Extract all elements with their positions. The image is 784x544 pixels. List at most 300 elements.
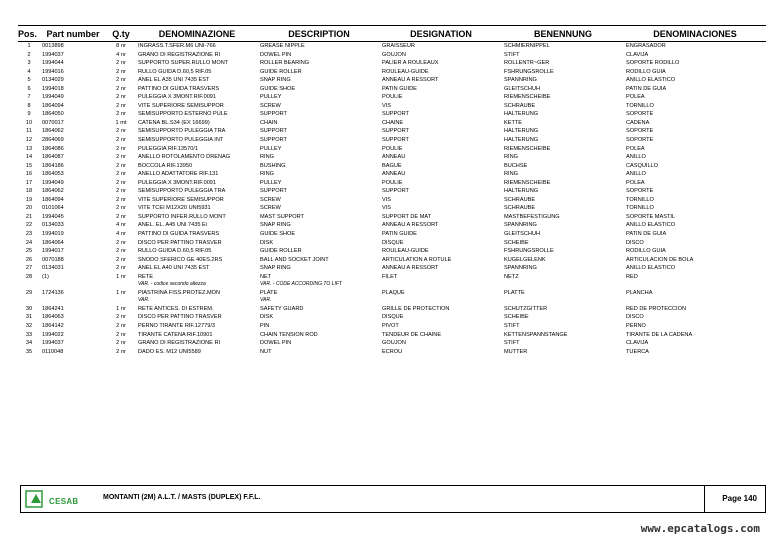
row-denominaciones: CADENA (626, 119, 650, 126)
row-benennung: STIFT (504, 51, 520, 58)
row-part-number: 1994045 (42, 213, 64, 220)
row-description: GUIDE SHOE (260, 231, 296, 238)
row-part-number: 1994019 (42, 231, 64, 238)
row-description: DISK (260, 239, 274, 246)
row-description: SNAP RING (260, 77, 291, 84)
row-denominazione: GRANO DI REGISTRAZIONE RI (138, 340, 221, 347)
row-part-number (40, 281, 106, 289)
row-denominazione: VAR. (138, 297, 150, 304)
table-row (18, 348, 766, 357)
row-pos: 22 (25, 222, 33, 229)
row-description: PLATE (260, 289, 278, 296)
table-row (18, 247, 766, 256)
row-denominazione: RETE (138, 273, 153, 280)
row-denominaciones: SOPORTE RODILLO (626, 60, 680, 67)
row-qty (106, 297, 136, 305)
row-designation: PATIN GUIDE (382, 85, 417, 92)
table-row (18, 179, 766, 188)
row-benennung: GLEITSCHUH (504, 85, 541, 92)
row-description: GUIDE ROLLER (260, 68, 302, 75)
row-description: NET (260, 273, 272, 280)
row-pos (18, 297, 40, 305)
row-part-number: 1864063 (42, 314, 64, 321)
row-designation: SUPPORT DE MAT (382, 213, 432, 220)
header-pos: Pos. (18, 26, 40, 42)
row-pos: 24 (25, 239, 33, 246)
row-designation: PALIER A ROULEAUX (382, 60, 439, 67)
row-qty: 2 nr (116, 348, 126, 355)
row-benennung: FSHRUNGSROLLE (504, 68, 554, 75)
table-row (18, 331, 766, 340)
row-denominaciones: SOPORTE (626, 111, 654, 118)
row-qty (106, 281, 136, 289)
row-designation: ROULEAU-GUIDE (382, 68, 429, 75)
row-designation: ARTICULATION A ROTULE (382, 256, 452, 263)
row-part-number: 1864064 (42, 239, 64, 246)
parts-sheet (18, 25, 766, 356)
row-qty: 2 nr (116, 128, 126, 135)
row-benennung (502, 281, 624, 289)
table-row (18, 221, 766, 230)
row-designation: VIS (382, 196, 392, 203)
row-qty: 2 nr (116, 188, 126, 195)
cesab-logo-icon (25, 489, 47, 509)
row-part-number: 1864053 (42, 171, 64, 178)
row-pos: 21 (25, 213, 33, 220)
table-row (18, 42, 766, 51)
table-row (18, 85, 766, 94)
row-qty: 2 nr (116, 314, 126, 321)
row-benennung: SCHEIBE (504, 314, 529, 321)
row-pos: 13 (25, 145, 33, 152)
row-designation: POULIE (382, 145, 403, 152)
row-denominaciones: SOPORTE (626, 137, 654, 144)
row-description: GREASE NIPPLE (260, 43, 305, 49)
row-denominaciones: ANILLO (626, 171, 646, 178)
row-denominazione: DISCO PER PATTINO TRASVER (138, 314, 222, 321)
row-part-number: 1994037 (42, 340, 64, 347)
row-benennung: HALTERUNG (504, 128, 539, 135)
row-qty: 2 nr (116, 102, 126, 109)
row-denominazione: ANEL. EL. A45 UNI 7435 Ei (138, 222, 208, 229)
row-designation: POULIE (382, 179, 403, 186)
row-denominazione: INGRASS.T.SFER.M6 UNI-766 (138, 43, 216, 49)
row-designation: CHAINE (382, 119, 404, 126)
row-description: PULLEY (260, 94, 282, 101)
watermark-url: www.epcatalogs.com (640, 522, 760, 535)
row-pos: 2 (27, 51, 31, 58)
row-part-number: 1994018 (42, 85, 64, 92)
row-designation: GOUJON (382, 340, 406, 347)
row-designation: VIS (382, 205, 392, 212)
row-denominaciones: CLAVIJA (626, 340, 649, 347)
row-denominazione: RETE ANTICES. DI ESTREM. (138, 305, 214, 312)
row-pos: 9 (27, 111, 31, 118)
row-description: PIN (260, 322, 270, 329)
row-benennung: SCHRAUBE (504, 102, 536, 109)
row-qty: 2 nr (116, 196, 126, 203)
row-qty: 2 nr (116, 239, 126, 246)
row-pos: 14 (25, 154, 33, 161)
row-designation: SUPPORT (382, 188, 409, 195)
row-qty: 8 nr (116, 43, 126, 49)
row-description: SUPPORT (260, 111, 287, 118)
row-pos: 1 (27, 43, 31, 49)
row-denominazione: PIASTRINA FISS.PROTEZ.MON (138, 289, 221, 296)
row-designation: GRILLE DE PROTECTION (382, 305, 450, 312)
row-qty: 2 nr (116, 137, 126, 144)
row-description: MAST SUPPORT (260, 213, 304, 220)
table-row (18, 339, 766, 348)
row-denominaciones: PLANCHA (626, 289, 653, 296)
row-denominaciones: PATIN DE GUIA (626, 231, 667, 238)
row-benennung: STIFT (504, 340, 520, 347)
row-denominaciones: ANILLO (626, 154, 646, 161)
row-qty: 2 nr (116, 248, 126, 255)
row-denominazione: SUPPORTO INFER.RULLO MONT (138, 213, 226, 220)
row-denominaciones: RODILLO GUIA (626, 68, 666, 75)
row-designation (380, 297, 502, 305)
row-qty: 2 nr (116, 85, 126, 92)
row-designation (380, 281, 502, 289)
row-pos: 18 (25, 188, 33, 195)
row-description: SNAP RING (260, 265, 291, 272)
footer-title: MONTANTI (2M) A.L.T. / MASTS (DUPLEX) F.F.L. (103, 494, 261, 501)
row-pos: 6 (27, 85, 31, 92)
table-row (18, 110, 766, 119)
row-description: VAR. - CODE ACCORDING TO LIFT (260, 281, 342, 288)
row-benennung: MASTBEFESTIGUNG (504, 213, 560, 220)
row-part-number: 1994049 (42, 94, 64, 101)
row-designation: ECROU (382, 348, 403, 355)
row-part-number: (1) (42, 273, 49, 280)
table-row (18, 289, 766, 298)
row-benennung: ROLLENTR~GER (504, 60, 550, 67)
row-description: SCREW (260, 205, 281, 212)
row-benennung: GLEITSCHUH (504, 231, 541, 238)
row-description: SAFETY GUARD (260, 305, 304, 312)
row-benennung: HALTERUNG (504, 111, 539, 118)
row-denominaciones: DISCO (626, 314, 644, 321)
row-qty: 4 nr (116, 231, 126, 238)
table-row (18, 68, 766, 77)
row-pos: 28 (25, 273, 33, 280)
row-denominazione: PATTINO DI GUIDA TRASVERS (138, 231, 220, 238)
row-description: PULLEY (260, 179, 282, 186)
row-part-number: 1864241 (42, 305, 64, 312)
row-description: VAR. (260, 297, 272, 304)
row-pos: 33 (25, 331, 33, 338)
row-qty: 2 nr (116, 340, 126, 347)
row-benennung: SCHRAUBE (504, 205, 536, 212)
row-description: BALL AND SOCKET JOINT (260, 256, 329, 263)
row-denominaciones: TORNILLO (626, 205, 654, 212)
row-part-number: 0101064 (42, 205, 64, 212)
row-pos: 5 (27, 77, 31, 84)
row-denominazione: PULEGGIA X 3MONT.RIF.0091 (138, 179, 217, 186)
header-description: DESCRIPTION (258, 26, 380, 42)
row-benennung: KETTE (504, 119, 523, 126)
row-denominazione: VITE SUPERIORE SEMISUPPOR (138, 102, 224, 109)
row-benennung: RING (504, 154, 518, 161)
table-row (18, 256, 766, 265)
row-denominaciones: POLEA (626, 94, 645, 101)
row-denominazione: ANEL EL A35 UNI 7435 EST (138, 77, 210, 84)
row-denominazione: SUPPORTO SUPER.RULLO MONT (138, 60, 229, 67)
row-pos: 7 (27, 94, 31, 101)
table-row (18, 196, 766, 205)
row-denominaciones (624, 281, 766, 289)
row-qty: 2 nr (116, 162, 126, 169)
row-denominazione: RULLO GUIDA D.60,5 RIF.05 (138, 68, 212, 75)
row-pos: 25 (25, 248, 33, 255)
row-part-number: 0110048 (42, 348, 64, 355)
row-denominazione: SEMISUPPORTO PULEGGIA TRA (138, 188, 226, 195)
row-qty: 1 nr (116, 273, 126, 280)
row-part-number: 1864086 (42, 145, 64, 152)
row-pos: 34 (25, 340, 33, 347)
row-qty: 2 nr (116, 111, 126, 118)
row-part-number: 1994022 (42, 331, 64, 338)
row-denominaciones: RODILLO GUIA (626, 248, 666, 255)
row-description: CHAIN (260, 119, 278, 126)
row-pos: 32 (25, 322, 33, 329)
row-description: RING (260, 171, 274, 178)
row-part-number: 1724136 (42, 289, 64, 296)
cesab-logo (25, 489, 85, 509)
row-benennung: SPANNRING (504, 265, 537, 272)
row-denominaciones: ANILLO ELASTICO (626, 77, 676, 84)
row-denominazione: SEMISUPPORTO ESTERNO PULE (138, 111, 228, 118)
row-designation: DISQUE (382, 314, 404, 321)
row-description: NUT (260, 348, 272, 355)
table-row (18, 322, 766, 331)
row-pos: 31 (25, 314, 33, 321)
row-pos: 19 (25, 196, 33, 203)
row-benennung: SCHRAUBE (504, 196, 536, 203)
row-qty: 2 nr (116, 77, 126, 84)
row-denominazione: PULEGGIA RIF.13570/1 (138, 145, 199, 152)
table-row (18, 213, 766, 222)
row-pos: 11 (26, 128, 32, 135)
row-qty: 2 nr (116, 179, 126, 186)
row-designation: POULIE (382, 94, 403, 101)
row-denominaciones: ARTICULACION DE BOLA (626, 256, 694, 263)
table-row (18, 239, 766, 248)
row-part-number: 1864094 (42, 196, 64, 203)
row-benennung: SCHEIBE (504, 239, 529, 246)
row-description: ROLLER BEARING (260, 60, 310, 67)
row-benennung: KUGELGELENK (504, 256, 546, 263)
row-denominaciones: RED DE PROTECCION (626, 305, 686, 312)
table-row (18, 204, 766, 213)
row-description: DOWEL PIN (260, 340, 292, 347)
row-pos: 17 (25, 179, 33, 186)
row-denominazione: DADO ES. M12 UNI5589 (138, 348, 201, 355)
row-designation: PLAQUE (382, 289, 405, 296)
row-denominazione: ANEL EL A40 UNI 7435 EST (138, 265, 210, 272)
row-pos: 8 (27, 102, 31, 109)
row-benennung: RIEMENSCHEIBE (504, 179, 551, 186)
row-part-number (40, 297, 106, 305)
row-pos: 12 (25, 137, 33, 144)
page-number: Page 140 (722, 494, 757, 503)
row-benennung: PLATTE (504, 289, 525, 296)
row-qty: 2 nr (116, 322, 126, 329)
row-part-number: 1994016 (42, 68, 64, 75)
row-denominazione: TIRANTE CATENA RIF.10901 (138, 331, 213, 338)
table-note-row (18, 281, 766, 289)
row-description: RING (260, 154, 274, 161)
row-denominazione: SEMISUPPORTO PULEGGIA TRA (138, 128, 226, 135)
row-designation: VIS (382, 102, 392, 109)
row-qty: 2 nr (116, 171, 126, 178)
row-denominaciones: PATIN DE GUIA (626, 85, 667, 92)
row-denominaciones: SOPORTE (626, 188, 654, 195)
row-description: SCREW (260, 102, 281, 109)
row-denominazione: PULEGGIA X 3MONT.RIF.0091 (138, 94, 217, 101)
row-part-number: 1864087 (42, 154, 64, 161)
row-part-number: 1864142 (42, 322, 64, 329)
row-designation: ROULEAU-GUIDE (382, 248, 429, 255)
row-pos: 20 (25, 205, 33, 212)
table-header-row (18, 26, 766, 42)
row-description: DOWEL PIN (260, 51, 292, 58)
row-benennung: HALTERUNG (504, 137, 539, 144)
row-denominazione: ANELLO ROTOLAMENTO DRENAG (138, 154, 231, 161)
row-part-number: 0013898 (42, 43, 64, 49)
row-denominazione: VAR. - codice secondo altezza (138, 281, 206, 288)
row-benennung (502, 297, 624, 305)
row-denominazione: SEMISUPPORTO PULEGGIA INT (138, 137, 224, 144)
row-description: SUPPORT (260, 128, 287, 135)
table-row (18, 59, 766, 68)
row-pos: 27 (25, 265, 33, 272)
row-denominaciones: SOPORTE MASTIL (626, 213, 676, 220)
row-designation: TENDEUR DE CHAINE (382, 331, 442, 338)
row-denominazione: BOCCOLA RIF.13950 (138, 162, 193, 169)
table-row (18, 102, 766, 111)
row-designation: SUPPORT (382, 137, 409, 144)
row-benennung: RIEMENSCHEIBE (504, 145, 551, 152)
row-benennung: RIEMENSCHEIBE (504, 94, 551, 101)
row-designation: ANNEAU (382, 171, 406, 178)
row-pos: 10 (25, 119, 33, 126)
row-qty: 2 nr (116, 265, 126, 272)
header-qty: Q.ty (106, 26, 136, 42)
row-denominazione: ANELLO ADATTATORE RIF.131 (138, 171, 219, 178)
row-benennung: FSHRUNGSROLLE (504, 248, 554, 255)
row-denominaciones: ANILLO ELASTICO (626, 222, 676, 229)
row-denominazione: CATENA BL.S34 (EX 16699) (138, 119, 210, 126)
row-description: CHAIN TENSION ROD (260, 331, 318, 338)
page-number-box (704, 486, 765, 512)
row-description: PULLEY (260, 145, 282, 152)
row-qty: 4 nr (116, 222, 126, 229)
row-denominaciones: RED (626, 273, 638, 280)
row-pos (18, 281, 40, 289)
row-denominazione: GRANO DI REGISTRAZIONE RI (138, 51, 221, 58)
page-footer (20, 485, 766, 513)
row-benennung: SPANNRING (504, 222, 537, 229)
row-part-number: 1864062 (42, 128, 64, 135)
row-designation: ANNEAU A RESSORT (382, 77, 439, 84)
row-designation: GRAISSEUR (382, 43, 415, 49)
table-row (18, 273, 766, 282)
row-description: SUPPORT (260, 188, 287, 195)
row-benennung: MUTTER (504, 348, 528, 355)
table-row (18, 127, 766, 136)
table-row (18, 313, 766, 322)
row-pos: 16 (25, 171, 33, 178)
row-qty: 2 nr (116, 256, 126, 263)
row-qty: 2 nr (116, 213, 126, 220)
row-denominaciones: TORNILLO (626, 102, 654, 109)
row-denominaciones: TORNILLO (626, 196, 654, 203)
row-denominazione: PATTINO DI GUIDA TRASVERS (138, 85, 220, 92)
table-row (18, 305, 766, 314)
row-denominazione: VITE SUPERIORE SEMISUPPOR (138, 196, 224, 203)
row-part-number: 1994049 (42, 179, 64, 186)
row-part-number: 1864094 (42, 102, 64, 109)
row-qty: 2 nr (116, 154, 126, 161)
header-denominaciones: DENOMINACIONES (624, 26, 766, 42)
table-row (18, 153, 766, 162)
row-designation: FILET (382, 273, 398, 280)
row-designation: ANNEAU A RESSORT (382, 222, 439, 229)
row-description: SUPPORT (260, 137, 287, 144)
row-description: DISK (260, 314, 274, 321)
row-designation: BAGUE (382, 162, 402, 169)
row-benennung: KETTENSPANNSTANGE (504, 331, 568, 338)
row-benennung: SCHMIERNIPPEL (504, 43, 550, 49)
row-part-number: 1864062 (42, 188, 64, 195)
row-qty: 2 nr (116, 60, 126, 67)
row-part-number: 1994017 (42, 248, 64, 255)
row-designation: DISQUE (382, 239, 404, 246)
row-qty: 4 nr (116, 51, 126, 58)
header-part-number: Part number (40, 26, 106, 42)
row-part-number: 1864050 (42, 111, 64, 118)
row-qty: 2 nr (116, 331, 126, 338)
row-description: SNAP RING (260, 222, 291, 229)
row-description: SCREW (260, 196, 281, 203)
row-benennung: SCHUTZGITTER (504, 305, 548, 312)
row-designation: ANNEAU A RESSORT (382, 265, 439, 272)
row-benennung: HALTERUNG (504, 188, 539, 195)
row-benennung: NETZ (504, 273, 519, 280)
table-row (18, 93, 766, 102)
row-qty: 2 nr (116, 205, 126, 212)
row-qty: 2 nr (116, 145, 126, 152)
row-pos: 3 (27, 60, 31, 67)
row-pos: 35 (25, 348, 33, 355)
row-pos: 15 (25, 162, 33, 169)
row-denominaciones: TIRANTE DE LA CADENA (626, 331, 693, 338)
row-pos: 4 (27, 68, 31, 75)
row-denominaciones: TUERCA (626, 348, 649, 355)
table-row (18, 264, 766, 273)
row-part-number: 1994044 (42, 60, 64, 67)
logo-text: CESAB (49, 497, 79, 506)
row-description: GUIDE ROLLER (260, 248, 302, 255)
row-pos: 29 (25, 289, 33, 296)
header-designation: DESIGNATION (380, 26, 502, 42)
row-part-number: 1864186 (42, 162, 64, 169)
row-designation: GOUJON (382, 51, 406, 58)
table-row (18, 51, 766, 60)
row-pos: 30 (25, 305, 33, 312)
